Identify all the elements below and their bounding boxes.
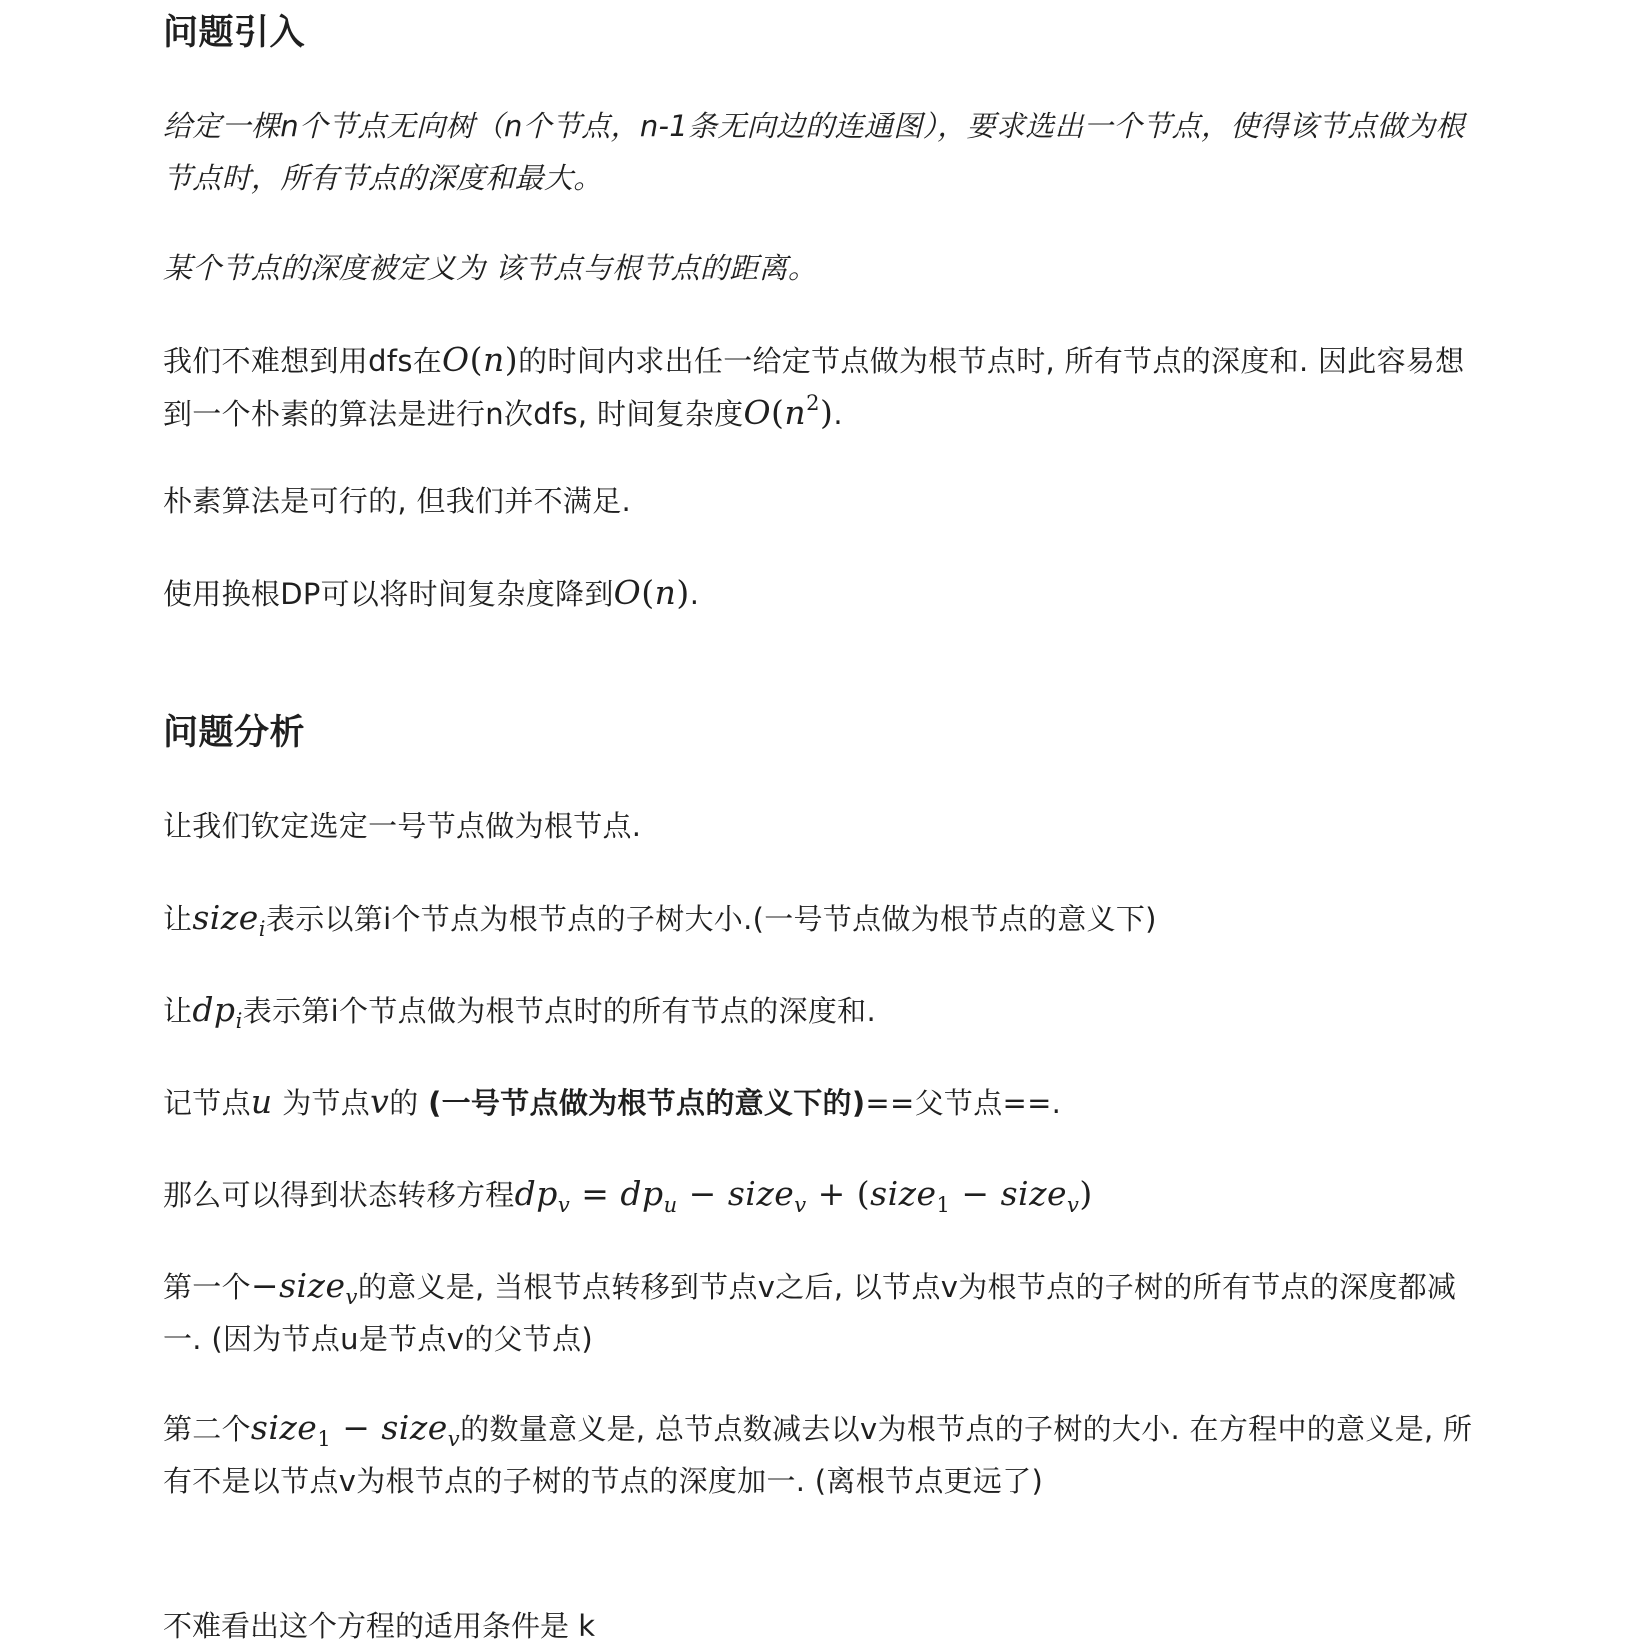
analysis-paragraph-size-def xyxy=(163,892,1157,945)
bold-text: (一号节点做为根节点的意义下的) xyxy=(428,1086,866,1120)
math-minus: − xyxy=(688,1174,717,1213)
math-minus: − xyxy=(342,1408,371,1447)
math-u: u xyxy=(250,1082,273,1121)
math-base: size xyxy=(279,1266,346,1305)
analysis-paragraph-partial-cutoff: 不难看出这个方程的适用条件是 k xyxy=(163,1609,596,1643)
math-operator xyxy=(570,1174,620,1213)
analysis-paragraph-dp-def xyxy=(163,984,876,1037)
math-arg: n xyxy=(482,340,505,379)
analysis-paragraph-root: 让我们钦定选定一号节点做为根节点. xyxy=(163,809,642,843)
math-subscript: v xyxy=(345,1285,358,1309)
math-plus: + xyxy=(817,1174,846,1213)
math-exponent: 2 xyxy=(806,391,821,415)
math-paren: ) xyxy=(504,340,519,379)
text: 让 xyxy=(163,994,193,1028)
math-arg: n xyxy=(784,393,807,432)
math-subscript: i xyxy=(258,917,266,941)
text: 表示第i个节点做为根节点时的所有节点的深度和. xyxy=(242,994,876,1028)
math-subscript: v xyxy=(1066,1193,1080,1217)
section-heading-analysis: 问题分析 xyxy=(163,713,306,753)
text: 那么可以得到状态转移方程 xyxy=(163,1178,515,1212)
text: 我们不难想到用dfs在 xyxy=(163,344,443,378)
intro-paragraph-rerooting xyxy=(163,567,699,620)
math-operator xyxy=(678,1174,728,1213)
text: . xyxy=(689,577,700,611)
math-O: O xyxy=(743,393,772,432)
math-O: O xyxy=(613,573,642,612)
text: 的数量意义是, 总节点数减去以v为根节点的子树的大小. 在方程中的意义是, 所有不是以节点v为根节点的子树的节点的深度加一. (离根节点更远了) xyxy=(163,1412,1473,1498)
math-minus: − xyxy=(961,1174,990,1213)
intro-paragraph-depth-definition: 某个节点的深度被定义为 该节点与根节点的距离。 xyxy=(163,251,818,285)
analysis-paragraph-second-term xyxy=(163,1402,1493,1507)
math-minus: − xyxy=(250,1266,280,1305)
math-big-o-n xyxy=(442,340,518,379)
text: 使用换根DP可以将时间复杂度降到 xyxy=(163,577,614,611)
intro-paragraph-not-satisfied: 朴素算法是可行的, 但我们并不满足. xyxy=(163,484,632,518)
math-operator xyxy=(950,1174,1000,1213)
math-dp: dp xyxy=(620,1174,664,1213)
math-base: size xyxy=(250,1408,318,1447)
math-base: dp xyxy=(192,990,236,1029)
math-eq: = xyxy=(581,1174,610,1213)
math-subscript: v xyxy=(447,1427,461,1451)
math-v: v xyxy=(370,1082,390,1121)
math-subscript: v xyxy=(557,1193,571,1217)
math-paren: ( xyxy=(469,340,483,379)
intro-paragraph-problem: 给定一棵n个节点无向树（n个节点，n-1条无向边的连通图），要求选出一个节点，使得该节点做为根节点时，所有节点的深度和最大。 xyxy=(163,109,1465,195)
text: 的意义是, 当根节点转移到节点v之后, 以节点v为根节点的子树的所有节点的深度都减一. (因为节点u是节点v的父节点) xyxy=(163,1270,1457,1356)
math-operator xyxy=(331,1408,381,1447)
math-minus-size-v xyxy=(250,1266,358,1309)
math-subscript: 1 xyxy=(317,1427,332,1451)
math-subscript: 1 xyxy=(936,1193,951,1217)
math-size: size xyxy=(727,1174,795,1213)
text: 第二个 xyxy=(163,1412,251,1446)
math-big-o-n xyxy=(614,573,690,612)
math-dp: dp xyxy=(514,1174,558,1213)
math-transition-equation xyxy=(514,1174,1093,1217)
analysis-paragraph-parent xyxy=(163,1076,1061,1129)
analysis-paragraph-transition xyxy=(163,1168,1093,1221)
math-size: size xyxy=(1000,1174,1067,1213)
text: ==父节点==. xyxy=(865,1086,1062,1120)
math-size: size xyxy=(870,1174,937,1213)
math-base: size xyxy=(192,898,259,937)
analysis-paragraph-first-term xyxy=(163,1260,1493,1365)
math-subscript: i xyxy=(235,1009,243,1033)
math-paren: ( xyxy=(771,393,785,432)
text: 为节点 xyxy=(272,1086,371,1120)
math-O: O xyxy=(442,340,470,379)
math-size1-minus-sizev xyxy=(250,1408,461,1451)
text: 第一个 xyxy=(163,1270,251,1304)
text: 的时间内求出任一给定节点做为根节点时, 所有节点的深度和. 因此容易想到一个朴素的算法是进行n次dfs, 时间复杂度 xyxy=(163,344,1465,431)
math-arg: n xyxy=(654,573,677,612)
section-heading-intro: 问题引入 xyxy=(163,13,306,53)
math-big-o-n-squared xyxy=(743,393,833,432)
math-size-i xyxy=(192,898,266,941)
intro-paragraph-naive xyxy=(163,334,1493,440)
math-paren: ( xyxy=(641,573,655,612)
math-dp-i xyxy=(192,990,243,1033)
text: 的 xyxy=(389,1086,429,1120)
math-paren: ) xyxy=(676,573,690,612)
math-paren: ) xyxy=(820,393,834,432)
text: 表示以第i个节点为根节点的子树大小.(一号节点做为根节点的意义下) xyxy=(265,902,1157,936)
text: . xyxy=(833,397,843,431)
math-base: size xyxy=(381,1408,448,1447)
math-subscript: u xyxy=(663,1193,678,1217)
text: 让 xyxy=(163,902,193,936)
math-operator: + ( xyxy=(817,1174,871,1213)
math-subscript: v xyxy=(794,1193,807,1217)
math-paren: ) xyxy=(1079,1174,1093,1213)
text: 记节点 xyxy=(163,1086,251,1120)
